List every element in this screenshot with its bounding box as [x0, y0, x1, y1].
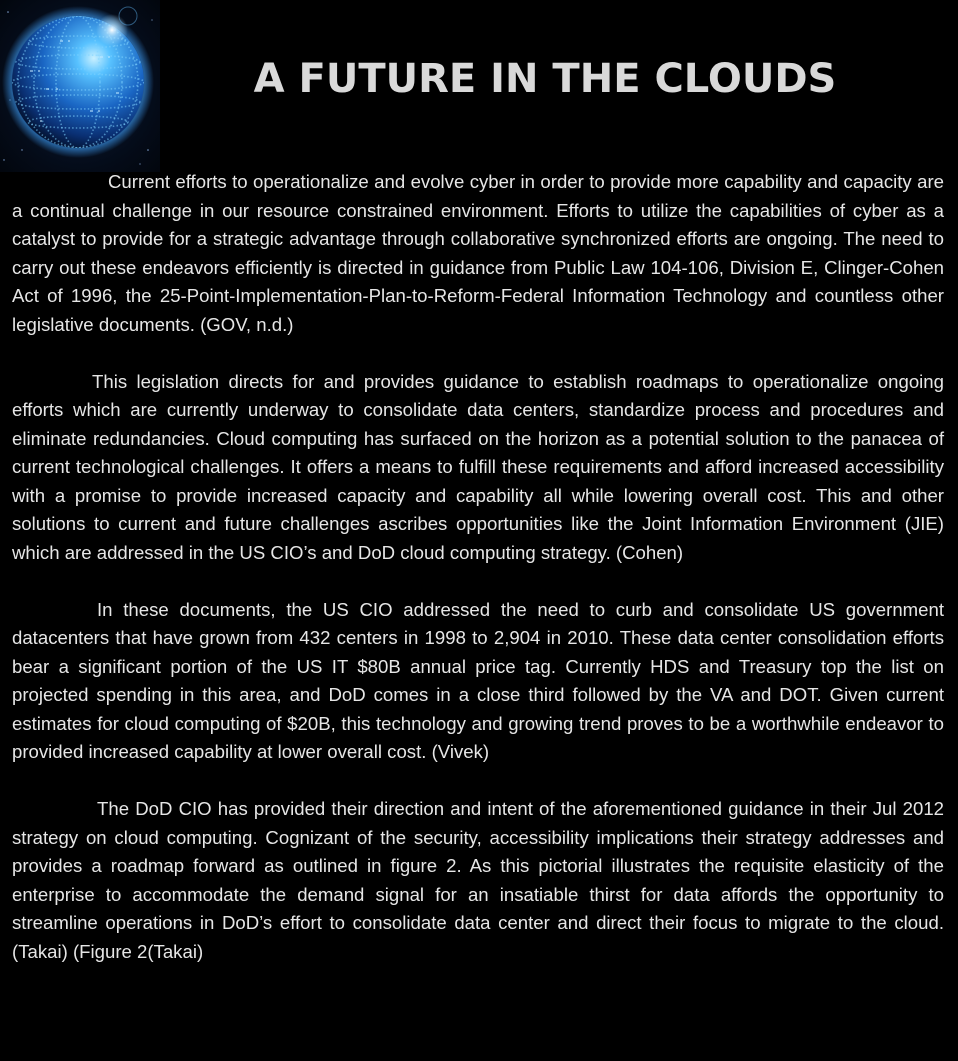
digital-globe-icon [0, 0, 160, 172]
article-body [12, 168, 944, 995]
paragraph-4: The DoD CIO has provided their direction and intent of the aforementioned guidance in their Jul 2012 strategy on cloud computing. Cognizant of the security, accessibility implications their strategy addresses and provides a roadmap forward as outlined in figure 2. As this pictorial illustrates the requisite elasticity of the enterprise to accommodate the demand signal for an insatiable thirst for data affords the opportunity to streamline operations in DoD’s effort to consolidate data center and direct their focus to migrate to the cloud. (Takai) (Figure 2(Takai) [12, 798, 944, 962]
paragraph-3: In these documents, the US CIO addressed the need to curb and consolidate US government datacenters that have grown from 432 centers in 1998 to 2,904 in 2010. These data center consolidation efforts bear a significant portion of the US IT $80B annual price tag. Currently HDS and Treasury top the list on projected spending in this area, and DoD comes in a close third followed by the VA and DOT. Given current estimates for cloud computing of $20B, this technology and growing trend proves to be a worthwhile endeavor to provided increased capability at lower overall cost. (Vivek) [12, 598, 944, 762]
page-title: A FUTURE IN THE CLOUDS [253, 56, 837, 102]
paragraph-1: Current efforts to operationalize and evolve cyber in order to provide more capability and capacity are a continual challenge in our resource constrained environment. Efforts to utilize the capabilities of cyber as a catalyst to provide for a strategic advantage through collaborative synchronized efforts are ongoing. The need to carry out these endeavors efficiently is directed in guidance from Public Law 104-106, Division E, Clinger-Cohen Act of 1996, the 25-Point-Implementation-Plan-to-Reform-Federal Information Technology and countless other legislative documents. (GOV, n.d.) [12, 171, 944, 335]
globe-logo [0, 0, 160, 172]
paragraph-2: This legislation directs for and provides guidance to establish roadmaps to operationalize ongoing efforts which are currently underway to consolidate data centers, standardize process and procedures and eliminate redundancies. Cloud computing has surfaced on the horizon as a potential solution to the panacea of current technological challenges. It offers a means to fulfill these requirements and afford increased accessibility with a promise to provide increased capacity and capability all while lowering overall cost. This and other solutions to current and future challenges ascribes opportunities like the Joint Information Environment (JIE) which are addressed in the US CIO’s and DoD cloud computing strategy. (Cohen) [12, 370, 944, 563]
